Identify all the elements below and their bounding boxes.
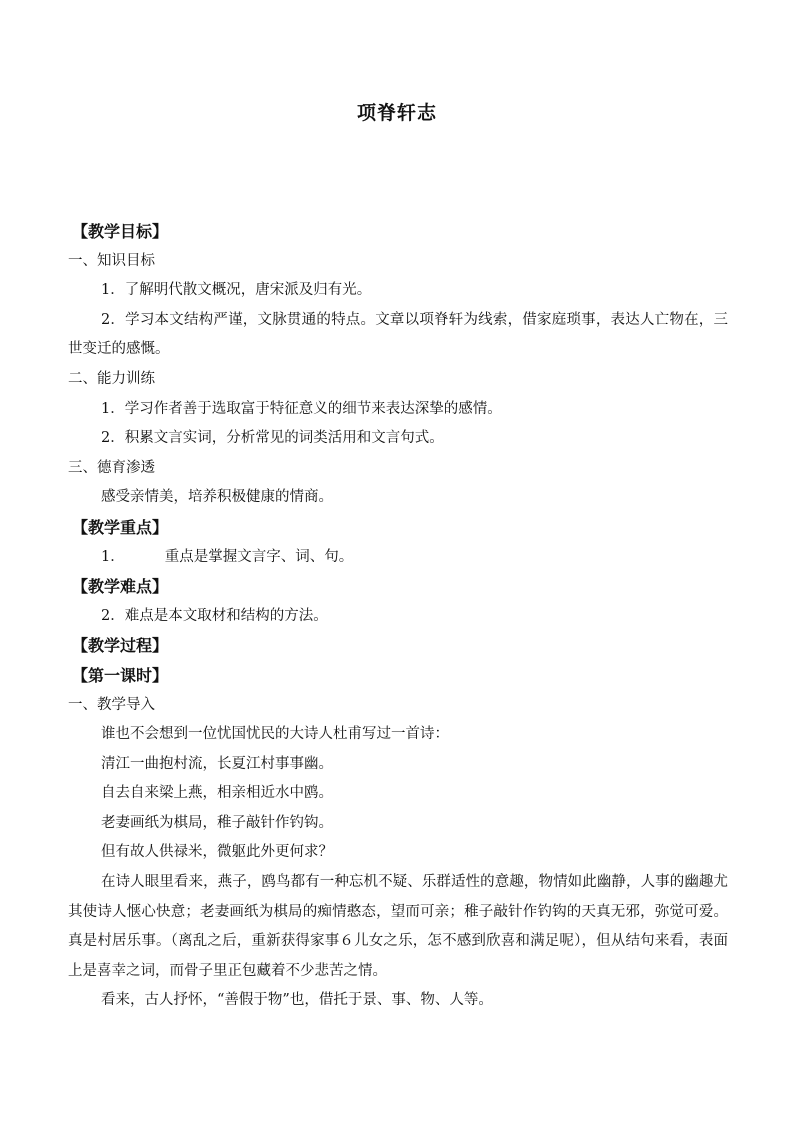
section-heading-lesson1: 【第一课时】 bbox=[72, 665, 169, 685]
key-item-text: 重点是掌握文言字、词、句。 bbox=[164, 548, 354, 565]
section-heading-difficulty: 【教学难点】 bbox=[72, 577, 169, 597]
key-item-1 bbox=[68, 543, 728, 573]
subheading-knowledge: 一、知识目标 bbox=[68, 252, 155, 269]
ability-item-2: 2．积累文言实词，分析常见的词类活用和文言句式。 bbox=[101, 430, 444, 447]
conclusion-paragraph: 看来，古人抒怀，“善假于物”也，借托于景、事、物、人等。 bbox=[101, 992, 493, 1009]
subheading-ability: 二、能力训练 bbox=[68, 370, 155, 387]
analysis-paragraph: 在诗人眼里看来，燕子，鸥鸟都有一种忘机不疑、乐群适性的意趣，物情如此幽静，人事的幽趣尤其使诗人惬心快意；老妻画纸为棋局的痴情憨态，望而可亲；稚子敲针作钓钩的天真无邪，弥觉可爱。真是村居乐事。（离乱之后，重新获得家事６儿女之乐，怎不感到欣喜和满足呢），但从结句来看，表面上是喜幸之词，而骨子里正包藏着不少悲苦之情。 bbox=[68, 874, 728, 979]
poem-line-1: 清江一曲抱村流，长夏江村事事幽。 bbox=[101, 755, 333, 772]
subheading-moral: 三、德育渗透 bbox=[68, 459, 155, 476]
section-heading-process: 【教学过程】 bbox=[72, 636, 169, 656]
intro-paragraph: 谁也不会想到一位忧国忧民的大诗人杜甫写过一首诗： bbox=[101, 726, 449, 743]
poem-line-2: 自去自来梁上燕，相亲相近水中鸥。 bbox=[101, 785, 333, 802]
subheading-intro: 一、教学导入 bbox=[68, 696, 155, 713]
section-heading-goals: 【教学目标】 bbox=[72, 222, 169, 241]
ability-item-1: 1．学习作者善于选取富于特征意义的细节来表达深挚的感情。 bbox=[101, 400, 502, 417]
poem-line-3: 老妻画纸为棋局，稚子敲针作钓钩。 bbox=[101, 814, 333, 831]
section-heading-key: 【教学重点】 bbox=[72, 517, 169, 537]
difficulty-item-1: 2．难点是本文取材和结构的方法。 bbox=[101, 607, 328, 624]
knowledge-item-2-text: 2．学习本文结构严谨，文脉贯通的特点。文章以项脊轩为线索，借家庭琐事，表达人亡物在，三世变迁的感慨。 bbox=[68, 311, 728, 358]
moral-item-1: 感受亲情美，培养积极健康的情商。 bbox=[101, 489, 333, 506]
key-item-number: 1． bbox=[101, 548, 125, 565]
poem-line-4: 但有故人供禄米，微躯此外更何求？ bbox=[101, 844, 333, 861]
knowledge-item-2 bbox=[68, 306, 728, 365]
knowledge-item-1: 1．了解明代散文概况，唐宋派及归有光。 bbox=[101, 282, 372, 299]
document-title: 项脊轩志 bbox=[356, 102, 437, 124]
document-body bbox=[68, 217, 728, 1016]
